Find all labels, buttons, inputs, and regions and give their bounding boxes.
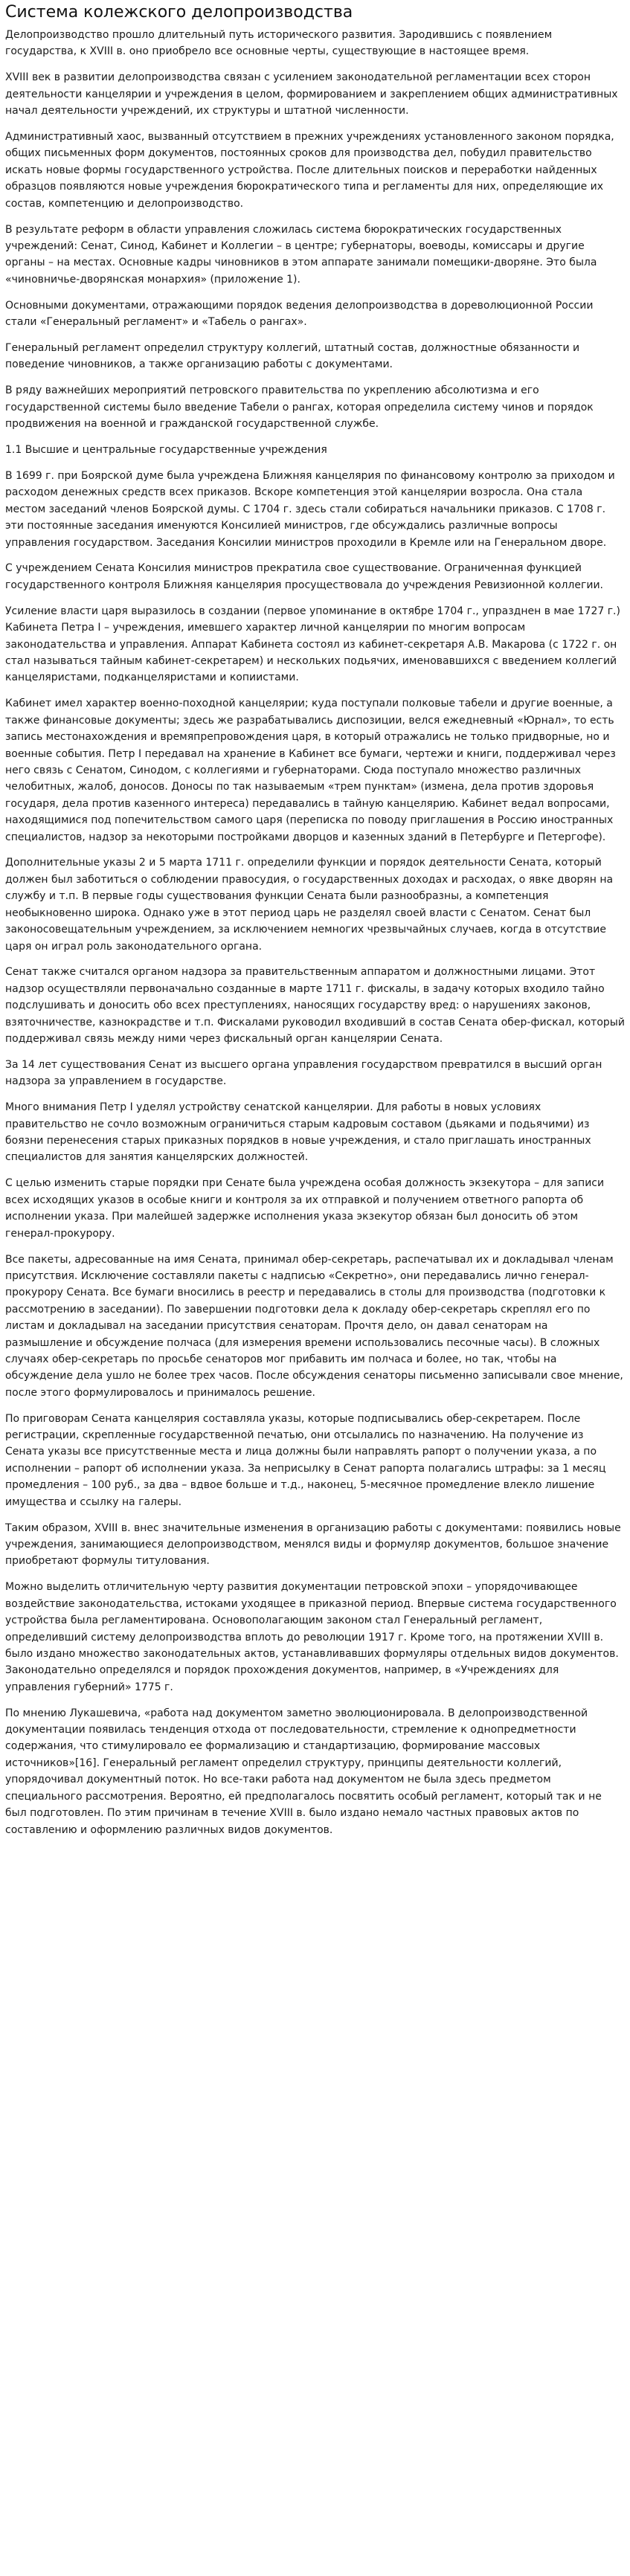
paragraph: С целью изменить старые порядки при Сенате была учреждена особая должность экзекутора – для записи всех исходящих указов в особые книги и контроля за их отправкой и получением ответного рапорта об исполнении указа. При малейшей задержке исполнения указа экзекутор обязан был доносить об этом генерал-прокурору. (5, 1177, 605, 1240)
section-heading: 1.1 Высшие и центральные государственные учреждения (5, 444, 327, 457)
paragraph: Дополнительные указы 2 и 5 марта 1711 г. определили функции и порядок деятельности Сената, который должен был заботиться о соблюдении правосудия, о государственных доходах и расходах, о явке дворян на службу и т.п. В первые годы существования функции Сената были разнообразны, а компетенция необыкновенно широка. Однако уже в этот период царь не разделял своей власти с Сенатом. Сенат был законосовещательным учреждением, за исключением немногих чрезвычайных случаев, когда в отсутствие царя он играл роль законодательного органа. (5, 857, 614, 953)
paragraph: С учреждением Сената Консилия министров прекратила свое существование. Ограниченная функцией государственного контроля Ближняя канцелярия просуществовала до учреждения Ревизионной коллегии. (5, 562, 603, 591)
paragraph: Административный хаос, вызванный отсутствием в прежних учреждениях установленного законом порядка, общих письменных форм документов, постоянных сроков для производства дел, побудил правительство искать новые формы государственного устройства. После длительных поисков и переработки найденных образцов появляются новые учреждения бюрократического типа и регламенты для них, определяющие их состав, компетенцию и делопроизводство. (5, 131, 614, 210)
paragraph: Все пакеты, адресованные на имя Сената, принимал обер-секретарь, распечатывал их и докладывал членам присутствия. Исключение составляли пакеты с надписью «Секретно», они передавались лично генерал-прокурору Сената. Все бумаги вносились в реестр и передавались в столы для производства (подготовки к рассмотрению в заседании). По завершении подготовки дела к докладу обер-секретарь скреплял его по листам и докладывал на заседании присутствия сенаторам. Прочтя дело, он давал сенаторам на размышление и обсуждение полчаса (для измерения времени использовались песочные часы). В сложных случаях обер-секретарь по просьбе сенаторов мог прибавить им полчаса и более, но так, чтобы на обсуждение дела ушло не более трех часов. После обсуждения сенаторы письменно записывали свое мнение, после этого формулировалось и принималось решение. (5, 1253, 623, 1399)
paragraph: Усиление власти царя выразилось в создании (первое упоминание в октябре 1704 г., упразднен в мае 1727 г.) Кабинета Петра I – учреждения, имевшего характер личной канцелярии по многим вопросам законодательства и управления. Аппарат Кабинета состоял из кабинет-секретаря А.В. Макарова (с 1722 г. он стал называться тайным кабинет-секретарем) и нескольких подьячих, именовавшихся с введением коллегий канцеляристами, подканцеляристами и копиистами. (5, 605, 620, 684)
paragraph: Таким образом, XVIII в. внес значительные изменения в организацию работы с документами: появились новые учреждения, занимающиеся делопроизводством, менялся виды и формуляр документов, большое значение приобретают формулы титулования. (5, 1522, 621, 1568)
paragraph: Основными документами, отражающими порядок ведения делопроизводства в дореволюционной России стали «Генеральный регламент» и «Табель о рангах». (5, 299, 594, 329)
paragraph: Много внимания Петр I уделял устройству сенатской канцелярии. Для работы в новых условиях правительство не сочло возможным ограничиться старым кадровым составом (дьяками и подьячими) из боязни перенесения старых приказных порядков в новые учреждения, и стало приглашать иностранных специалистов для занятия канцелярских должностей. (5, 1101, 591, 1164)
paragraph: По мнению Лукашевича, «работа над документом заметно эволюционировала. В делопроизводственной документации появилась тенденция отхода от последовательности, стремление к однопредметности содержания, что стимулировало ее формализацию и стандартизацию, формирование массовых источников»[16]. Генеральный регламент определил структуру, принципы деятельности коллегий, упорядочивал документный поток. Но все-таки работа над документом не была здесь предметом специального рассмотрения. Вероятно, ей предполагалось посвятить особый регламент, который так и не был подготовлен. По этим причинам в течение XVIII в. было издано немало частных правовых актов по составлению и оформлению различных видов документов. (5, 1707, 602, 1836)
paragraph: В ряду важнейших мероприятий петровского правительства по укреплению абсолютизма и его государственной системы было введение Табели о рангах, которая определила систему чинов и порядок продвижения на военной и гражданской государственной службе. (5, 384, 594, 431)
paragraph: По приговорам Сената канцелярия составляла указы, которые подписывались обер-секретарем. После регистрации, скрепленные государственной печатью, они отсылались по назначению. На получение из Сената указы все присутственные места и лица должны были направлять рапорт о получении указа, а по исполнении – рапорт об исполнении указа. За неприсылку в Сенат рапорта полагались штрафы: за 1 месяц промедления – 100 руб., за два – вдвое больше и т.д., наконец, 5-месячное промедление влекло лишение имущества и ссылку на галеры. (5, 1412, 606, 1508)
page-title: Система колежского делопроизводства (5, 3, 353, 22)
paragraph: Можно выделить отличительную черту развития документации петровской эпохи – упорядочивающее воздействие законодательства, истоками уходящее в приказной период. Впервые система государственного устройства была регламентирована. Основополагающим законом стал Генеральный регламент, определивший систему делопроизводства вплоть до революции 1917 г. Кроме того, на протяжении XVIII в. было издано множество законодательных актов, устанавливавших формуляры отдельных видов документов. Законодательно определялся и порядок прохождения документов, например, в «Учреждениях для управления губерний» 1775 г. (5, 1581, 619, 1693)
paragraph: В результате реформ в области управления сложилась система бюрократических государственных учреждений: Сенат, Синод, Кабинет и Коллегии – в центре; губернаторы, воеводы, комиссары и другие органы – на местах. Основные кадры чиновников в этом аппарате занимали помещики-дворяне. Это была «чиновничье-дворянская монархия» (приложение 1). (5, 223, 597, 286)
paragraph: Сенат также считался органом надзора за правительственным аппаратом и должностными лицами. Этот надзор осуществляли первоначально созданные в марте 1711 г. фискалы, в задачу которых входило тайно подслушивать и доносить обо всех преступлениях, наносящих государству вред: о нарушениях законов, взяточничестве, казнокрадстве и т.п. Фискалами руководил входивший в состав Сената обер-фискал, который поддерживал связь между ними через фискальный орган канцелярии Сената. (5, 966, 625, 1046)
paragraph: В 1699 г. при Боярской думе была учреждена Ближняя канцелярия по финансовому контролю за приходом и расходом денежных средств всех приказов. Вскоре компетенция этой канцелярии возросла. Она стала местом заседаний членов Боярской думы. С 1704 г. здесь стали собираться начальники приказов. С 1708 г. эти постоянные заседания именуются Консилией министров, где обсуждались различные вопросы управления государством. Заседания Консилии министров проходили в Кремле или на Генеральном дворе. (5, 469, 615, 549)
paragraph: Делопроизводство прошло длительный путь исторического развития. Зародившись с появлением государства, к XVIII в. оно приобрело все основные черты, существующие в настоящее время. (5, 29, 553, 58)
paragraph: XVIII век в развитии делопроизводства связан с усилением законодательной регламентации всех сторон деятельности канцелярии и учреждения в целом, формированием и закреплением общих административных начал деятельности учреждений, их структуры и штатной численности. (5, 71, 618, 117)
paragraph: Генеральный регламент определил структуру коллегий, штатный состав, должностные обязанности и поведение чиновников, а также организацию работы с документами. (5, 342, 580, 371)
paragraph: За 14 лет существования Сенат из высшего органа управления государством превратился в высший орган надзора за управлением в государстве. (5, 1058, 602, 1088)
paragraph: Кабинет имел характер военно-походной канцелярии; куда поступали полковые табели и другие военные, а также финансовые документы; здесь же разрабатывались диспозиции, велся ежедневный «Юрнал», то есть запись местонахождения и времяпрепровождения царя, в который отражались не только придворные, но и военные события. Петр I передавал на хранение в Кабинет все бумаги, чертежи и книги, поддерживал через него связь с Сенатом, Синодом, с коллегиями и губернаторами. Сюда поступало множество различных челобитных, жалоб, доносов. Доносы по так называемым «трем пунктам» (измена, дела против здоровья государя, дела против казенного интереса) передавались в тайную канцелярию. Кабинет ведал вопросами, находящимися под попечительством самого царя (переписка по поводу приглашения в Россию иностранных специалистов, надзор за некоторыми постройками дворцов и казенных зданий в Петербурге и Петергофе). (5, 698, 616, 843)
